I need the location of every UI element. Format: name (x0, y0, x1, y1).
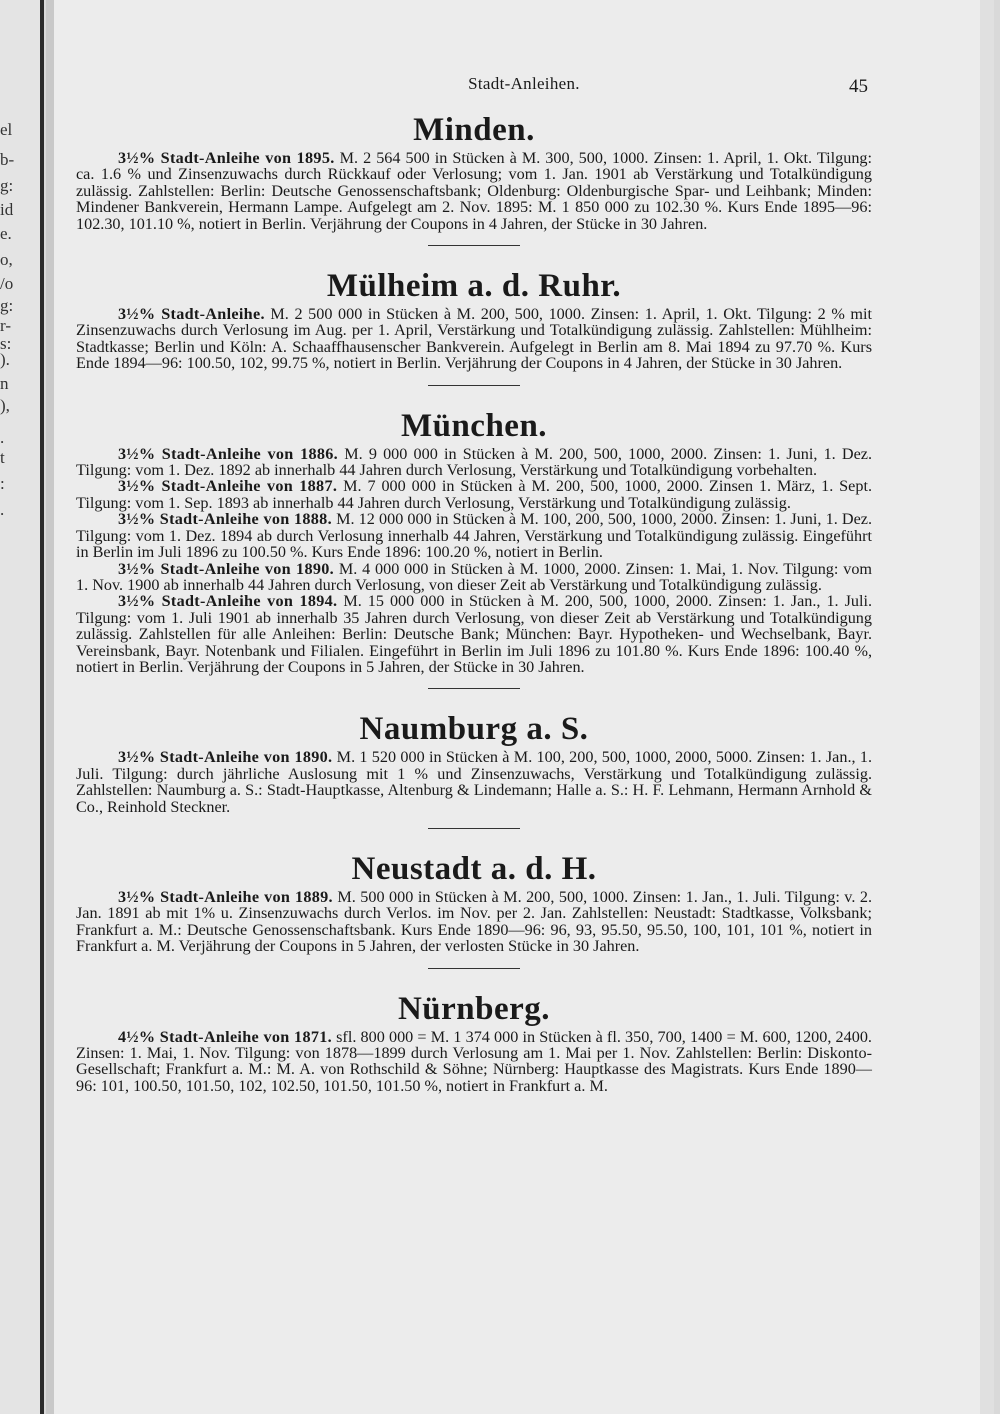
section-divider (428, 968, 520, 969)
loan-details: M. 7 000 000 in Stücken à M. 200, 500, 1000, 2000. Zinsen 1. März, 1. Sept. Tilgung: vom 1. Sep. 1893 ab innerhalb 44 Jahren durch Verlosung, Verstärkung und Totalkündigung zulässig. (76, 477, 873, 512)
section-muenchen (76, 406, 872, 676)
loan-title: 4½% Stadt-Anleihe von 1871. (118, 1027, 332, 1046)
margin-fragment: /o (0, 274, 14, 293)
loan-details: M. 12 000 000 in Stücken à M. 100, 200, 500, 1000, 2000. Zinsen: 1. Juni, 1. Dez. Tilgung: vom 1. Dez. 1894 ab durch Verlosung innerhalb 44 Jahren, Verstärkung und Totalkündigung zulässig. Eingeführt in Berlin im Juli 1896 zu 100.50 %. Kurs Ende 1896: 100.20 %, notiert in Berlin. (76, 510, 872, 562)
margin-fragment: . (0, 500, 5, 519)
loan-title: 3½% Stadt-Anleihe von 1894. (118, 592, 338, 611)
margin-fragment: t (0, 448, 5, 467)
section-divider (428, 688, 520, 689)
loan-details: M. 500 000 in Stücken à M. 200, 500, 1000. Zinsen: 1. Jan., 1. Juli. Tilgung: v. 2. Jan. 1891 ab mit 1% u. Zinsenzuwachs durch Verlos. im Nov. per 2. Jan. Zahlstellen: Neustadt: Stadtkasse, Volksbank; Frankfurt a. M.: Deutsche Genossenschaftsbank. Kurs Ende 1890—96: 96, 93, 95.50, 95.50, 100, 101, 101 %, notiert in Frankfurt a. M. Verjährung der Coupons in 5 Jahren, der verlosten Stücke in 30 Jahren. (76, 887, 873, 956)
loan-entry (76, 561, 872, 594)
loan-details: M. 9 000 000 in Stücken à M. 200, 500, 1000, 2000. Zinsen: 1. Juni, 1. Dez. Tilgung: vom 1. Dez. 1892 ab innerhalb 44 Jahren durch Verlosung, Verstärkung und Totalkündigung vorbehalten. (76, 444, 873, 480)
loan-title: 3½% Stadt-Anleihe von 1890. (118, 559, 334, 578)
section-muelheim (76, 266, 872, 372)
loan-entry (76, 306, 872, 372)
loan-title: 3½% Stadt-Anleihe von 1887. (118, 477, 338, 496)
loan-title: 3½% Stadt-Anleihe von 1888. (118, 510, 332, 529)
loan-entry (76, 889, 872, 955)
margin-fragment: g: (0, 296, 14, 315)
section-divider (428, 385, 520, 386)
margin-fragment: . (0, 428, 5, 447)
loan-details: M. 2 564 500 in Stücken à M. 300, 500, 1000. Zinsen: 1. April, 1. Okt. Tilgung: ca. 1.6 % und Zinsenzuwachs durch Rückkauf oder Verlosung; vom 1. Jan. 1901 ab Verstärkung und Totalkündigung zulässig. Zahlstellen: Berlin: Deutsche Genossenschaftsbank; Oldenburg: Oldenburgische Spar- und Leihbank; Minden: Mindener Bankverein, Hermann Lampe. Aufgelegt am 2. Nov. 1895: M. 1 850 000 zu 102.30 %. Kurs Ende 1895—96: 102.30, 101.10 %, notiert in Berlin. Verjährung der Coupons in 4 Jahren, der Stücke in 30 Jahren. (76, 149, 873, 233)
section-neustadt (76, 849, 872, 955)
loan-entry (76, 749, 872, 815)
section-minden (76, 110, 872, 232)
loan-title: 3½% Stadt-Anleihe von 1889. (118, 887, 333, 906)
loan-details: M. 2 500 000 in Stücken à M. 200, 500, 1000. Zinsen: 1. April, 1. Okt. Tilgung: 2 % mit Zinsenzuwachs durch Verlosung im Aug. per 1. April, Verstärkung und Totalkündigung zulässig. Zahlstellen: Mühlheim: Stadtkasse; Berlin und Köln: A. Schaaffhausenscher Bankverein. Aufgelegt in Berlin am 8. Mai 1894 zu 97.70 %. Kurs Ende 1894—96: 100.50, 102, 99.75 %, notiert in Berlin. Verjährung der Coupons in 4 Jahren, der Stücke in 30 Jahren. (76, 305, 872, 373)
previous-page-edge (0, 0, 44, 1414)
loan-details: sfl. 800 000 = M. 1 374 000 in Stücken à fl. 350, 700, 1400 = M. 600, 1200, 2400. Zinsen: 1. Mai, 1. Nov. Tilgung: von 1878—1899 durch Verlosung am 1. Mai per 1. Nov. Zahlstellen: Berlin: Diskonto-Gesellschaft; Frankfurt a. M.: M. A. von Rothschild & Söhne; Nürnberg: Hauptkasse des Magistrats. Kurs Ende 1890—96: 101, 100.50, 101.50, 102, 102.50, 101.50, 101.50 %, notiert in Frankfurt a. M. (76, 1027, 872, 1095)
loan-entry (76, 593, 872, 675)
margin-fragment: : (0, 474, 5, 493)
margin-fragment: el (0, 120, 13, 139)
loan-title: 3½% Stadt-Anleihe von 1890. (118, 748, 333, 767)
loan-title: 3½% Stadt-Anleihe von 1895. (118, 149, 335, 167)
margin-fragment: b- (0, 150, 15, 169)
loan-entry (76, 478, 872, 511)
loan-details: M. 15 000 000 in Stücken à M. 200, 500, 1000, 2000. Zinsen: 1. Jan., 1. Juli. Tilgung: vom 1. Juli 1901 ab innerhalb 35 Jahren durch Verlosung, von dieser Zeit ab Verstärkung und Totalkündigung zulässig. Zahlstellen für alle Anleihen: Berlin: Deutsche Bank; München: Bayr. Hypotheken- und Wechselbank, Bayr. Vereinsbank, Bayr. Notenbank und Filialen. Eingeführt in Berlin im Juli 1896 zu 101.80 %. Kurs Ende 1896: 100.40 %, notiert in Berlin. Verjährung der Coupons in 5 Jahren, der Stücke in 30 Jahren. (76, 592, 873, 676)
city-heading: Naumburg a. S. (359, 711, 589, 748)
margin-fragment: o, (0, 250, 13, 269)
loan-entry (76, 1029, 872, 1095)
city-heading: Nürnberg. (397, 990, 551, 1027)
margin-fragment: s: (0, 334, 12, 353)
city-heading: Minden. (413, 112, 535, 148)
city-heading: Mülheim a. d. Ruhr. (326, 268, 622, 305)
margin-fragment: ). (0, 350, 10, 369)
section-divider (428, 828, 520, 829)
city-heading: München. (400, 407, 548, 444)
loan-entry (76, 446, 872, 479)
margin-fragment: ), (0, 396, 10, 415)
section-nuernberg (76, 989, 872, 1095)
margin-fragment: r- (0, 316, 11, 335)
margin-fragment: n (0, 374, 9, 393)
loan-details: M. 1 520 000 in Stücken à M. 100, 200, 500, 1000, 2000, 5000. Zinsen: 1. Jan., 1. Juli. Tilgung: durch jährliche Auslosung mit 1 % und Zinsenzuwachs, Verstärkung und Totalkündigung zulässig. Zahlstellen: Naumburg a. S.: Stadt-Hauptkasse, Altenburg & Lindemann; Halle a. S.: H. F. Lehmann, Hermann Arnhold & Co., Reinhold Steckner. (76, 748, 872, 816)
running-head: Stadt-Anleihen. (468, 74, 580, 93)
margin-fragment: g: (0, 176, 14, 195)
loan-details: M. 4 000 000 in Stücken à M. 1000, 2000. Zinsen: 1. Mai, 1. Nov. Tilgung: vom 1. Nov. 1900 ab innerhalb 44 Jahren durch Verlosung, von dieser Zeit ab Verstärkung und Totalkündigung zulässig. (76, 559, 873, 594)
section-divider (428, 245, 520, 246)
loan-entry (76, 150, 872, 232)
margin-fragment: id (0, 200, 14, 219)
loan-title: 3½% Stadt-Anleihe. (118, 305, 265, 324)
section-naumburg (76, 709, 872, 815)
city-heading: Neustadt a. d. H. (351, 850, 597, 887)
page-number: 45 (849, 76, 868, 97)
page-edge-shadow (980, 0, 994, 1414)
loan-title: 3½% Stadt-Anleihe von 1886. (118, 444, 339, 463)
loan-entry (76, 511, 872, 560)
book-page (46, 0, 994, 1414)
page-content (76, 110, 872, 1094)
margin-fragment: e. (0, 224, 12, 243)
